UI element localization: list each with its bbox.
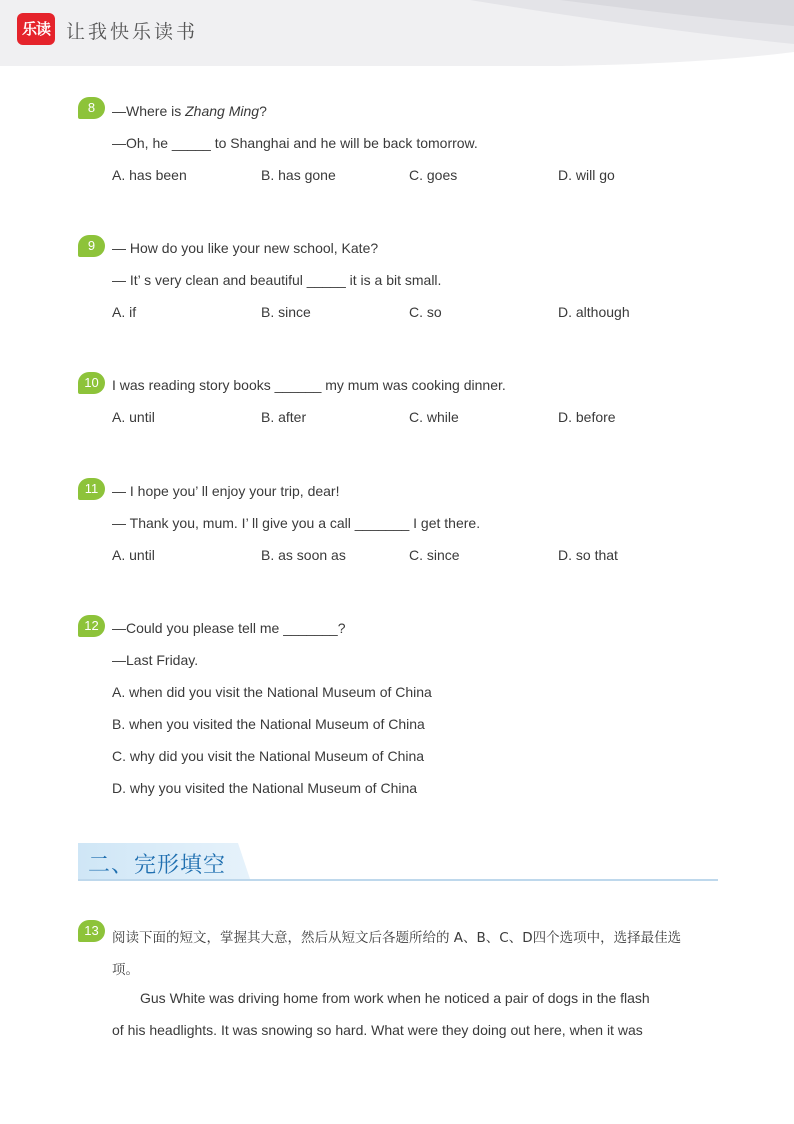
option-d: D. so that xyxy=(558,547,618,563)
prompt-name: Zhang Ming xyxy=(185,103,260,119)
prompt-prefix: —Where is xyxy=(112,103,186,119)
option-c: C. while xyxy=(409,409,459,425)
option-b: B. since xyxy=(261,304,311,320)
instruction-line-2: 项。 xyxy=(112,962,139,978)
brand-logo: 乐读 xyxy=(17,13,55,45)
option-d: D. why you visited the National Museum of China xyxy=(112,780,418,796)
option-a: A. until xyxy=(112,547,155,563)
question-response: —Oh, he _____ to Shanghai and he will be back tomorrow. xyxy=(112,135,478,151)
option-c: C. goes xyxy=(409,167,458,183)
prompt-suffix: ? xyxy=(259,103,267,119)
question-number-badge: 10 xyxy=(78,372,105,394)
question-response: — Thank you, mum. I’ ll give you a call _______ I get there. xyxy=(112,515,481,531)
question-number-badge: 9 xyxy=(78,235,105,257)
question-number-badge: 12 xyxy=(78,615,105,637)
option-d: D. before xyxy=(558,409,616,425)
question-prompt: I was reading story books ______ my mum was cooking dinner. xyxy=(112,377,506,393)
option-a: A. until xyxy=(112,409,155,425)
option-b: B. as soon as xyxy=(261,547,346,563)
passage-line-2: of his headlights. It was snowing so hard. What were they doing out here, when it was xyxy=(112,1022,643,1038)
option-c: C. so xyxy=(409,304,442,320)
question-number-badge: 13 xyxy=(78,920,105,942)
option-b: B. when you visited the National Museum of China xyxy=(112,716,425,732)
section-header xyxy=(78,843,718,881)
page-header xyxy=(0,0,794,70)
section-title: 二、完形填空 xyxy=(88,853,227,878)
option-a: A. when did you visit the National Museum of China xyxy=(112,684,432,700)
option-c: C. since xyxy=(409,547,460,563)
question-prompt: —Could you please tell me _______? xyxy=(112,620,346,636)
option-b: B. has gone xyxy=(261,167,336,183)
option-d: D. although xyxy=(558,304,630,320)
option-c: C. why did you visit the National Museum of China xyxy=(112,748,425,764)
instruction-line-1: 阅读下面的短文，掌握其大意，然后从短文后各题所给的 A、B、C、D四个选项中，选择最佳选 xyxy=(112,930,682,946)
header-slogan: 让我快乐读书 xyxy=(66,21,199,43)
question-prompt: — I hope you’ ll enjoy your trip, dear! xyxy=(112,483,340,499)
question-response: —Last Friday. xyxy=(112,652,199,668)
question-response: — It’ s very clean and beautiful _____ it is a bit small. xyxy=(112,272,442,288)
option-b: B. after xyxy=(261,409,307,425)
question-prompt: — How do you like your new school, Kate? xyxy=(112,240,379,256)
option-a: A. has been xyxy=(112,167,187,183)
option-a: A. if xyxy=(112,304,137,320)
question-number-badge: 11 xyxy=(78,478,105,500)
passage-line-1: Gus White was driving home from work when he noticed a pair of dogs in the flash xyxy=(140,990,650,1006)
question-number-badge: 8 xyxy=(78,97,105,119)
question-prompt xyxy=(112,103,267,119)
option-d: D. will go xyxy=(558,167,615,183)
